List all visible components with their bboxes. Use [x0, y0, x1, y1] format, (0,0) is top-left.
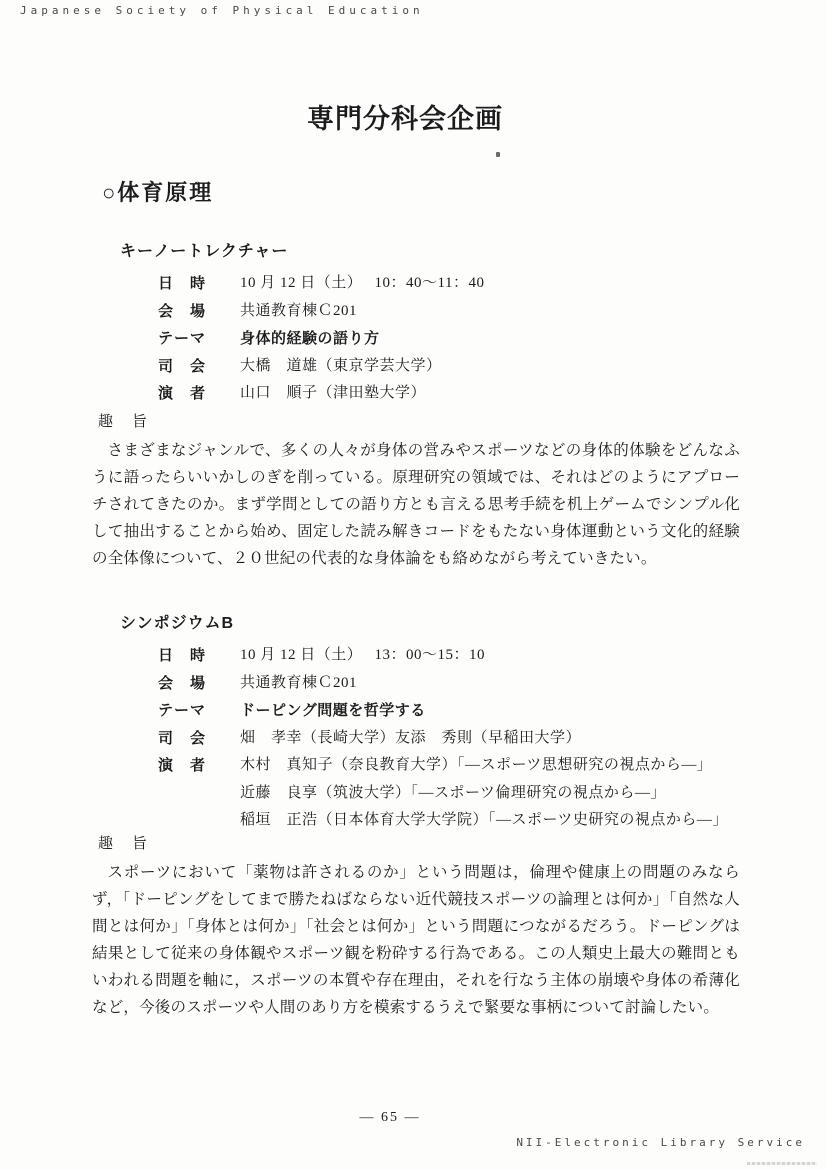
keynote-row-speaker	[120, 380, 760, 408]
symposium-row-speaker-1	[120, 752, 760, 780]
symposium-purpose-section	[92, 832, 740, 1021]
symposium-purpose-text: スポーツにおいて「薬物は許されるのか」という問題は，倫理や健康上の問題のみならず，「ドーピングをしてまで勝たねばならない近代競技スポーツの論理とは何か」「自然な人間とは何か」「身体とは何か」「社会とは何か」という問題につながるだろう。ドーピングは結果として従来の身体観やスポーツ観を粉砕する行為である。この人類史上最大の難問ともいわれる問題を軸に，スポーツの本質や存在理由，それを行なう主体の崩壊や身体の希薄化など，今後のスポーツや人間のあり方を模索するうえで緊要な事柄について討論したい。	[92, 864, 740, 1016]
detail-label: 司 会	[158, 729, 207, 747]
keynote-row-datetime	[120, 270, 760, 298]
keynote-purpose-text: さまざまなジャンルで、多くの人々が身体の営みやスポーツなどの身体的体験をどんなふうに語ったらいいかしのぎを削っている。原理研究の領域では、それはどのようにアプローチされてきたのか。まず学問としての語り方とも言える思考手続を机上ゲームでシンプル化して抽出することから始め、固定した読み解きコードをもたない身体運動という文化的経験の全体像について、２０世紀の代表的な身体論をも絡めながら考えていきたい。	[92, 442, 740, 567]
detail-value: 畑 孝幸（長崎大学）友添 秀則（早稲田大学）	[240, 729, 582, 746]
keynote-lecture-section	[120, 238, 760, 408]
detail-label: 司 会	[158, 357, 207, 375]
detail-label: 演 者	[158, 385, 207, 402]
symposium-row-speaker-3	[120, 807, 760, 835]
detail-label: 日 時	[158, 647, 207, 664]
detail-label	[158, 780, 240, 808]
symposium-row-theme	[120, 697, 760, 725]
purpose-label: 趣 旨	[98, 836, 150, 852]
symposium-row-venue	[120, 670, 760, 698]
keynote-row-theme	[120, 325, 760, 353]
detail-value: 木村 真知子（奈良教育大学）「―スポーツ思想研究の視点から―」	[240, 757, 713, 773]
symposium-b-section	[120, 610, 760, 835]
library-service-footer: NII-Electronic Library Service	[516, 1136, 805, 1149]
detail-value: ドーピング問題を哲学する	[240, 702, 426, 719]
page-title: 専門分科会企画	[307, 104, 503, 134]
detail-value: 10 月 12 日（土） 10：40～11：40	[240, 275, 485, 291]
detail-label: テーマ	[158, 702, 207, 719]
keynote-heading: キーノートレクチャー	[120, 243, 289, 260]
symposium-row-datetime	[120, 642, 760, 670]
detail-value: 共通教育棟Ｃ201	[240, 674, 358, 691]
page-number: — 65 —	[359, 1110, 421, 1125]
detail-label: テーマ	[158, 330, 207, 347]
detail-value: 近藤 良享（筑波大学）「―スポーツ倫理研究の視点から―」	[240, 784, 666, 801]
detail-label: 日 時	[158, 275, 207, 292]
scan-smudge-mark	[747, 1162, 817, 1165]
detail-value: 稲垣 正浩（日本体育大学大学院）「―スポーツ史研究の視点から―」	[240, 812, 728, 828]
detail-value: 共通教育棟Ｃ201	[240, 302, 358, 319]
symposium-heading: シンポジウムB	[120, 615, 234, 632]
detail-value: 10 月 12 日（土） 13：00～15：10	[240, 647, 486, 663]
detail-value: 山口 順子（津田塾大学）	[240, 385, 427, 401]
keynote-purpose-section	[92, 410, 740, 572]
detail-value: 大橋 道雄（東京学芸大学）	[240, 357, 442, 374]
keynote-row-venue	[120, 298, 760, 326]
symposium-row-chairs	[120, 725, 760, 753]
keynote-row-chair	[120, 353, 760, 381]
detail-label: 演 者	[158, 757, 207, 774]
detail-label	[158, 807, 240, 835]
purpose-label: 趣 旨	[98, 414, 150, 430]
symposium-row-speaker-2	[120, 780, 760, 808]
section-title-taiiku-genri: ○体育原理	[102, 180, 214, 205]
detail-value: 身体的経験の語り方	[240, 330, 380, 347]
detail-label: 会 場	[158, 302, 207, 320]
scan-speck-mark	[496, 152, 500, 157]
scan-provider-header: Japanese Society of Physical Education	[20, 4, 424, 17]
detail-label: 会 場	[158, 674, 207, 692]
